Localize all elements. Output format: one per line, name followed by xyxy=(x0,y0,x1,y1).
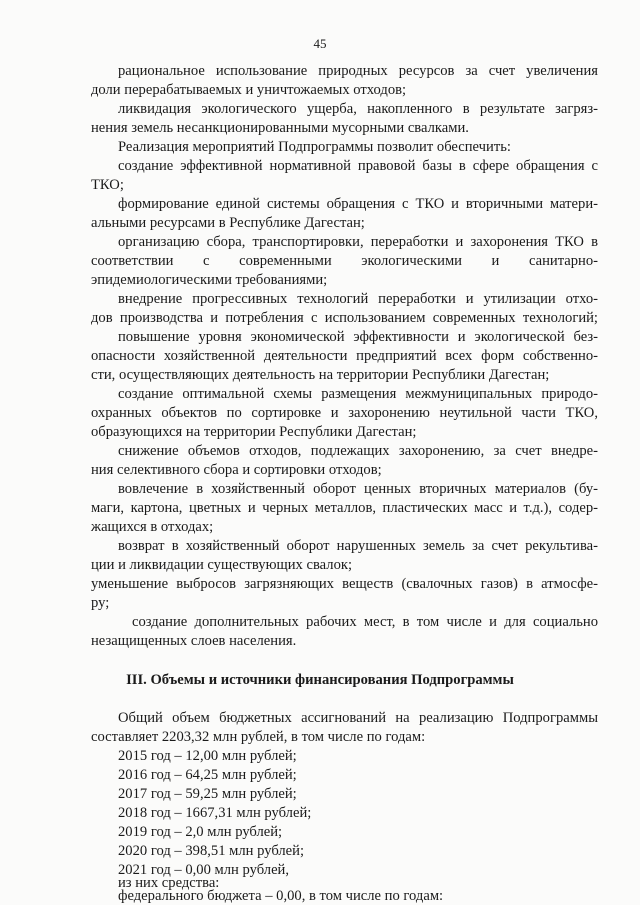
text-line: создание оптимальной схемы размещения межмуниципальных природо- xyxy=(118,386,598,402)
text-line: Реализация мероприятий Подпрограммы позволит обеспечить: xyxy=(118,139,511,155)
text-line: доли перерабатываемых и уничтожаемых отходов; xyxy=(91,82,407,98)
text-line: опасности хозяйственной деятельности предприятий всех форм собственно- xyxy=(91,348,598,364)
text-line: ру; xyxy=(91,595,110,611)
text-line: охранных объектов по сортировке и захоронению неутильной части ТКО, xyxy=(91,405,598,421)
text-line: сти, осуществляющих деятельность на территории Республики Дагестан; xyxy=(91,367,550,383)
text-line: из них средства: xyxy=(118,875,220,891)
page-number: 45 xyxy=(313,36,327,51)
year-line: 2016 год – 64,25 млн рублей; xyxy=(118,767,297,783)
text-line: вовлечение в хозяйственный оборот ценных вторичных материалов (бу- xyxy=(118,481,598,497)
text-line: повышение уровня экономической эффективности и экологической без- xyxy=(118,329,598,345)
text-line: эпидемиологическими требованиями; xyxy=(91,272,328,288)
text-line: Общий объем бюджетных ассигнований на реализацию Подпрограммы xyxy=(118,710,598,726)
text-line: жащихся в отходах; xyxy=(91,519,214,535)
text-line: организацию сбора, транспортировки, переработки и захоронения ТКО в xyxy=(118,234,598,250)
text-line: формирование единой системы обращения с ТКО и вторичными матери- xyxy=(118,196,598,212)
year-line: 2021 год – 0,00 млн рублей, xyxy=(118,862,290,878)
text-line: маги, картона, цветных и черных металлов, пластических масс и т.д.), содер- xyxy=(91,500,598,516)
text-line: снижение объемов отходов, подлежащих захоронению, за счет внедре- xyxy=(118,443,598,459)
text-line: рациональное использование природных ресурсов за счет увеличения xyxy=(118,63,598,79)
text-line: ния селективного сбора и сортировки отходов; xyxy=(91,462,382,478)
text-line: дов производства и потребления с использованием современных технологий; xyxy=(91,310,598,326)
text-line: образующихся на территории Республики Дагестан; xyxy=(91,424,417,440)
section-heading: III. Объемы и источники финансирования Подпрограммы xyxy=(126,672,514,688)
text-line: соответствии с современными экологическими и санитарно- xyxy=(91,253,598,269)
text-line: внедрение прогрессивных технологий переработки и утилизации отхо- xyxy=(118,291,598,307)
text-line: уменьшение выбросов загрязняющих веществ (свалочных газов) в атмосфе- xyxy=(91,576,598,592)
text-line: ТКО; xyxy=(91,177,124,193)
year-line: 2015 год – 12,00 млн рублей; xyxy=(118,748,297,764)
text-line: федерального бюджета – 0,00, в том числе по годам: xyxy=(118,888,444,904)
text-line: ликвидация экологического ущерба, накопленного в результате загряз- xyxy=(118,101,598,117)
text-line: незащищенных слоев населения. xyxy=(91,633,297,649)
year-line: 2019 год – 2,0 млн рублей; xyxy=(118,824,283,840)
text-line: нения земель несанкционированными мусорными свалками. xyxy=(91,120,469,136)
text-line: альными ресурсами в Республике Дагестан; xyxy=(91,215,365,231)
text-line: составляет 2203,32 млн рублей, в том числе по годам: xyxy=(91,729,426,745)
text-line: ции и ликвидации существующих свалок; xyxy=(91,557,353,573)
text-line: создание эффективной нормативной правовой базы в сфере обращения с xyxy=(118,158,598,174)
text-line: возврат в хозяйственный оборот нарушенных земель за счет рекультива- xyxy=(118,538,598,554)
year-line: 2018 год – 1667,31 млн рублей; xyxy=(118,805,312,821)
year-line: 2017 год – 59,25 млн рублей; xyxy=(118,786,297,802)
year-line: 2020 год – 398,51 млн рублей; xyxy=(118,843,305,859)
text-line: создание дополнительных рабочих мест, в том числе и для социально xyxy=(132,614,598,630)
